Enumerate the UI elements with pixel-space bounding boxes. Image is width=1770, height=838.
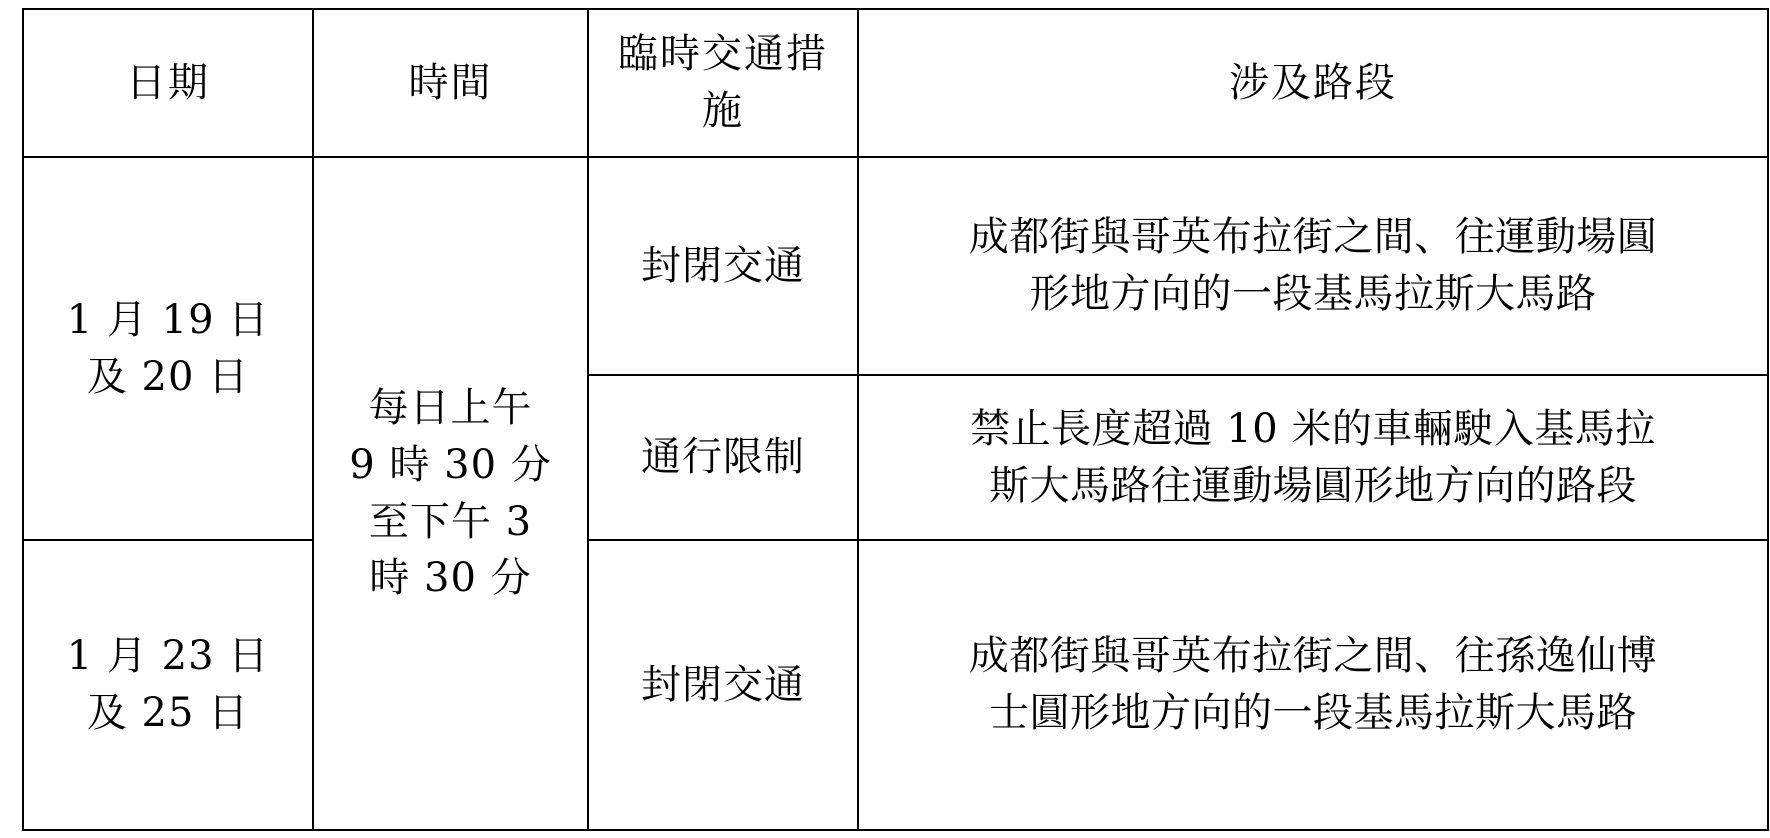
cell-date-second	[23, 540, 313, 830]
cell-measure: 通行限制	[588, 375, 858, 540]
date-line-2: 及 20 日	[86, 353, 250, 400]
table-row	[23, 157, 1768, 375]
road-line-2: 斯大馬路往運動場圓形地方向的路段	[989, 462, 1637, 509]
time-line-2: 9 時 30 分	[349, 441, 552, 488]
road-line-1: 成都街與哥英布拉街之間、往孫逸仙博	[968, 633, 1658, 680]
road-line-2: 形地方向的一段基馬拉斯大馬路	[1029, 271, 1597, 317]
cell-road	[858, 375, 1768, 540]
table-row	[23, 540, 1768, 830]
header-time: 時間	[313, 9, 588, 157]
header-road: 涉及路段	[858, 9, 1768, 157]
time-line-1: 每日上午	[368, 384, 533, 431]
road-line-2: 士圓形地方向的一段基馬拉斯大馬路	[989, 690, 1637, 736]
road-line-1: 禁止長度超過 10 米的車輛駛入基馬拉	[970, 405, 1656, 452]
cell-road	[858, 157, 1768, 375]
time-line-3: 至下午 3	[368, 498, 533, 545]
date-line-1: 1 月 19 日	[66, 296, 270, 343]
cell-road	[858, 540, 1768, 830]
cell-measure: 封閉交通	[588, 540, 858, 830]
header-measure: 臨時交通措施	[588, 9, 858, 157]
table-header-row	[23, 9, 1768, 157]
temporary-traffic-measures-table	[22, 8, 1769, 831]
road-line-1: 成都街與哥英布拉街之間、往運動場圓	[968, 214, 1658, 261]
cell-measure: 封閉交通	[588, 157, 858, 375]
date-line-2: 及 25 日	[86, 690, 250, 736]
cell-date-first	[23, 157, 313, 540]
date-line-1: 1 月 23 日	[66, 633, 270, 680]
header-date: 日期	[23, 9, 313, 157]
cell-time	[313, 157, 588, 830]
time-line-4: 時 30 分	[369, 555, 532, 602]
